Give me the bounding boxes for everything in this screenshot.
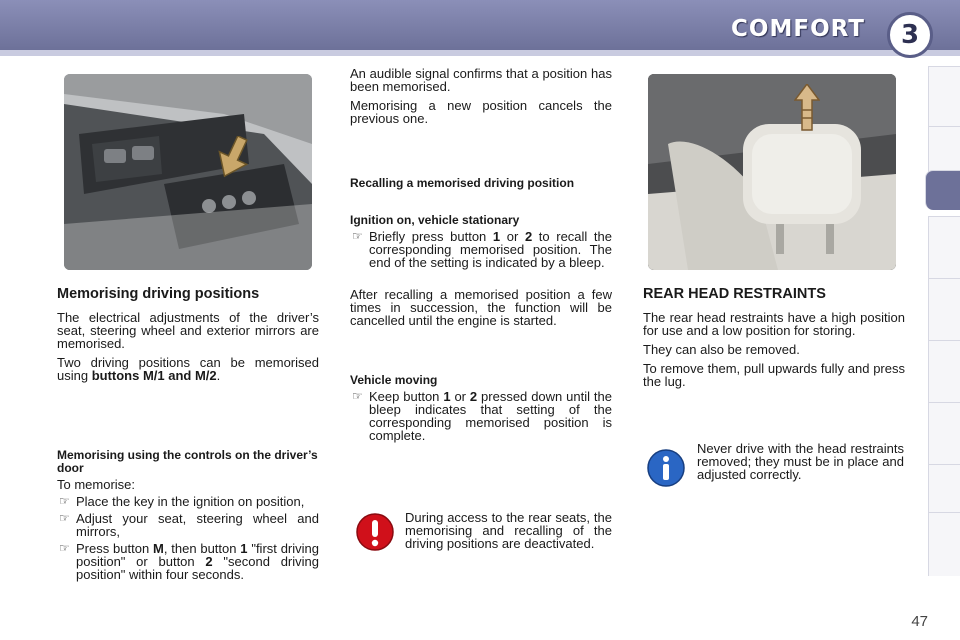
arrow-up-icon [794, 84, 820, 132]
pointing-hand-icon: ☞ [59, 541, 70, 555]
pointing-hand-icon: ☞ [352, 229, 363, 243]
step-text: Press button [76, 541, 153, 556]
step-text: Place the key in the ignition on position, [76, 494, 305, 509]
pointing-hand-icon: ☞ [59, 494, 70, 508]
intro-paragraph-2 [57, 356, 319, 382]
button-2-label: 2 [524, 229, 533, 244]
section-title-memorising: Memorising driving positions [57, 286, 260, 302]
left-intro [57, 311, 319, 388]
door-controls-photo [64, 74, 312, 270]
button-2-label: 2 [205, 554, 213, 569]
memorise-steps [57, 495, 319, 585]
warning-text: During access to the rear seats, the memorising and recalling of the driving positions are deactivated. [405, 510, 612, 551]
list-item [57, 495, 319, 508]
moving-steps [350, 390, 612, 446]
list-item [350, 390, 612, 442]
step-text: Keep button [369, 389, 444, 404]
chapter-tabs [928, 66, 960, 576]
buttons-label: buttons M/1 and M/2 [91, 368, 217, 383]
pointing-hand-icon: ☞ [59, 511, 70, 525]
chapter-title: COMFORT [731, 16, 865, 42]
step-text: or [450, 389, 470, 404]
intro-2-suffix: . [216, 368, 221, 383]
restraint-paragraph-2: They can also be removed. [643, 342, 800, 357]
info-text: Never drive with the head restraints removed; they must be in place and adjusted correctly. [697, 441, 904, 482]
list-item [57, 512, 319, 538]
step-text: "second driving position" within four seconds. [76, 554, 319, 582]
section-title-head-restraints: REAR HEAD RESTRAINTS [643, 286, 826, 302]
stationary-steps [350, 230, 612, 273]
list-item [57, 542, 319, 581]
chapter-tab[interactable] [928, 340, 960, 404]
page-number: 47 [911, 613, 928, 630]
to-memorise-label: To memorise: [57, 477, 136, 492]
step-text: to recall the corresponding memorised position. The end of the setting is indicated by a bleep. [369, 229, 612, 270]
header-stripe [0, 50, 960, 56]
middle-intro [350, 67, 612, 131]
chapter-tab[interactable] [928, 278, 960, 342]
subsection-title-door-controls: Memorising using the controls on the driver’s door [57, 448, 318, 475]
button-1-label: 1 [492, 229, 501, 244]
button-1-label: 1 [443, 389, 451, 404]
step-text: Briefly press button [369, 229, 493, 244]
step-text: pressed down until the bleep indicates that setting of the corresponding memorised position is complete. [369, 389, 612, 443]
recall-title: Recalling a memorised driving position [350, 176, 575, 190]
button-m-label: M [152, 541, 164, 556]
step-text: or [500, 229, 525, 244]
button-1-label: 1 [240, 541, 248, 556]
button-2-label: 2 [469, 389, 478, 404]
exclamation-icon [355, 512, 395, 552]
intro-paragraph-1: The electrical adjustments of the driver’s seat, steering wheel and exterior mirrors are memorised. [57, 310, 319, 351]
chapter-number-badge: 3 [887, 12, 933, 58]
pointing-hand-icon: ☞ [352, 389, 363, 403]
chapter-tab[interactable] [928, 66, 960, 130]
chapter-tab-active[interactable] [925, 170, 960, 210]
stationary-title: Ignition on, vehicle stationary [350, 213, 520, 227]
intro-2-text: Two driving positions can be memorised using [57, 355, 319, 383]
restraint-paragraph-3: To remove them, pull upwards fully and press the lug. [643, 361, 905, 389]
info-icon [646, 448, 686, 488]
after-recall-paragraph: After recalling a memorised position a few times in succession, the function will be cancelled until the engine is started. [350, 287, 612, 328]
chapter-tab[interactable] [928, 512, 960, 576]
cancel-paragraph: Memorising a new position cancels the previous one. [350, 98, 612, 126]
step-text: "first driving position" or button [76, 541, 319, 569]
list-item [350, 230, 612, 269]
arrow-down-icon [216, 136, 250, 180]
signal-paragraph: An audible signal confirms that a position has been memorised. [350, 66, 612, 94]
chapter-tab[interactable] [928, 216, 960, 280]
restraint-paragraph-1: The rear head restraints have a high position for use and a low position for storing. [643, 310, 905, 338]
vehicle-moving-title: Vehicle moving [350, 373, 438, 387]
head-restraints-text [643, 311, 905, 394]
chapter-tab[interactable] [928, 402, 960, 466]
step-text: , then button [163, 541, 241, 556]
step-text: Adjust your seat, steering wheel and mirrors, [76, 511, 319, 539]
head-restraint-photo [648, 74, 896, 270]
